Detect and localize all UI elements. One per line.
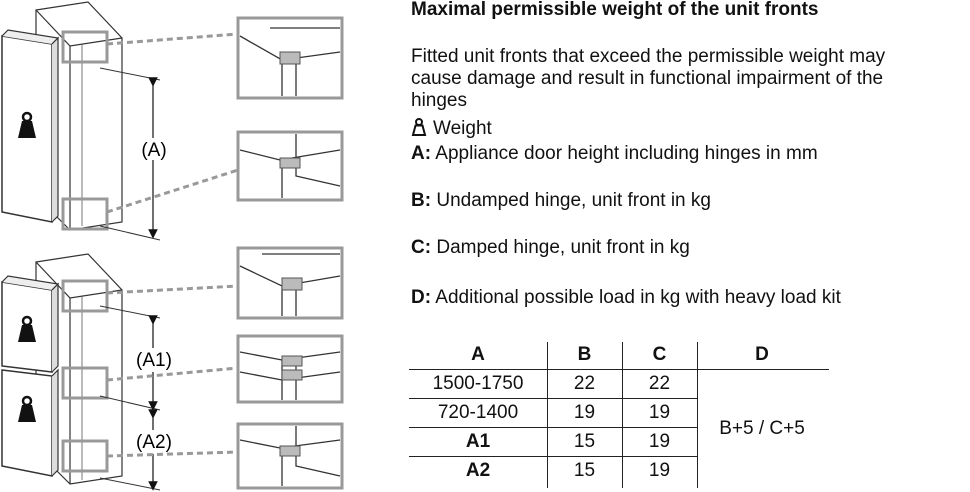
table-header-c: C <box>652 344 667 365</box>
table-cell-b: 19 <box>573 402 596 423</box>
table-header-a: A <box>471 344 485 365</box>
table-cell-a: A1 <box>465 431 491 452</box>
legend-a <box>411 142 818 166</box>
dimension-label-a2: (A2) <box>136 432 172 453</box>
legend-text: Undamped hinge, unit front in kg <box>431 190 711 211</box>
legend-d <box>411 286 841 310</box>
table-cell-a: 720-1400 <box>437 402 519 423</box>
table-cell-c: 19 <box>648 402 671 423</box>
legend-weight <box>411 118 492 140</box>
legend-text: Damped hinge, unit front in kg <box>431 237 690 258</box>
table-cell-c: 22 <box>648 373 671 394</box>
table-cell-c: 19 <box>648 431 671 452</box>
installation-diagram <box>0 0 400 492</box>
table-cell-a: 1500-1750 <box>432 373 524 394</box>
table-cell-b: 15 <box>573 431 596 452</box>
table-cell-b: 15 <box>573 460 596 481</box>
table-cell-a: A2 <box>465 460 491 481</box>
table-cell-b: 22 <box>573 373 596 394</box>
table-header-b: B <box>577 344 592 365</box>
table-cell-c: 19 <box>648 460 671 481</box>
legend-key: C: <box>411 237 432 258</box>
weight-table <box>409 342 829 488</box>
hinge-detail-upper <box>107 248 342 318</box>
single-door-appliance <box>2 2 172 240</box>
intro-line: hinges <box>411 90 467 111</box>
intro-line: cause damage and result in functional impairment of the <box>411 68 884 89</box>
legend-b <box>411 189 711 213</box>
intro-line: Fitted unit fronts that exceed the permissible weight may <box>411 46 886 67</box>
dimension-label-a: (A) <box>141 140 167 161</box>
table-cell-d: B+5 / C+5 <box>719 418 805 439</box>
intro-paragraph <box>411 46 970 112</box>
legend-weight-label: Weight <box>433 118 492 139</box>
hinge-detail-top <box>107 18 342 98</box>
legend-key: D: <box>411 287 432 308</box>
legend-key: A: <box>411 143 432 164</box>
legend-key: B: <box>411 190 432 211</box>
legend-c <box>411 236 690 260</box>
table-header-d: D <box>755 344 769 365</box>
dimension-label-a1: (A1) <box>136 350 172 371</box>
legend-text: Additional possible load in kg with heavy load kit <box>431 287 841 308</box>
section-heading: Maximal permissible weight of the unit fronts <box>411 0 819 20</box>
weight-icon <box>411 118 427 136</box>
legend-text: Appliance door height including hinges in mm <box>431 143 818 164</box>
